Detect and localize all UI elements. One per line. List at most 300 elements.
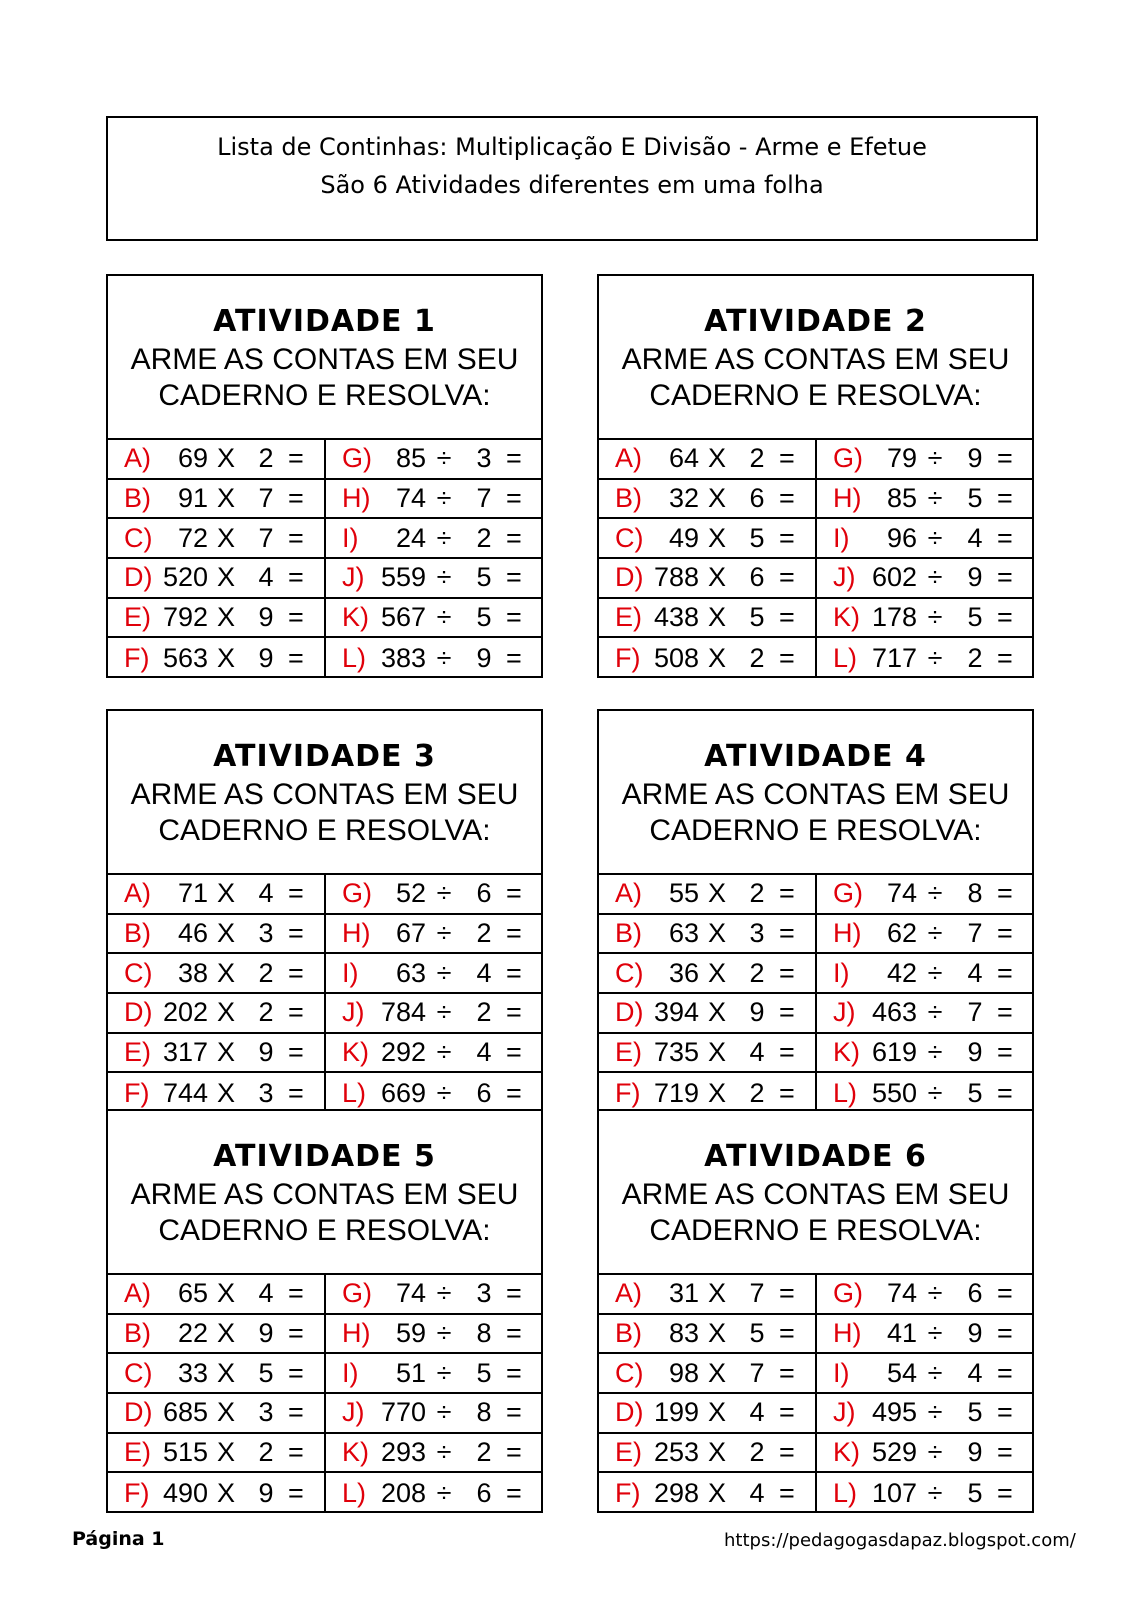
exercise-operand-b: 3 — [258, 917, 274, 948]
exercise-item — [599, 1354, 817, 1394]
exercise-operator: X — [707, 1436, 726, 1467]
exercise-item — [817, 638, 1032, 678]
exercise-label: C) — [124, 1357, 153, 1388]
exercise-item — [326, 875, 541, 915]
exercise-operand-a: 71 — [177, 878, 208, 909]
exercise-item — [326, 994, 541, 1034]
exercise-operand-a: 24 — [395, 522, 426, 553]
exercise-operator: ÷ — [927, 1477, 943, 1508]
exercise-item — [817, 1275, 1032, 1315]
exercise-label: E) — [124, 1036, 151, 1067]
exercise-operator: X — [707, 1077, 726, 1108]
exercise-operand-b: 2 — [967, 642, 983, 673]
activity-instruction-line1: ARME AS CONTAS EM SEU — [621, 343, 1010, 376]
exercise-label: J) — [342, 1397, 365, 1428]
exercise-grid — [108, 875, 541, 1113]
exercise-operand-b: 8 — [476, 1397, 492, 1428]
exercise-operand-a: 602 — [871, 562, 917, 593]
exercise-operator: X — [216, 1278, 235, 1309]
exercise-operand-a: 685 — [162, 1397, 208, 1428]
exercise-operand-a: 63 — [668, 917, 699, 948]
exercise-operand-b: 5 — [476, 1357, 492, 1388]
header-subtitle: São 6 Atividades diferentes em uma folha — [320, 171, 824, 199]
activity-title: ATIVIDADE 1 — [213, 304, 436, 339]
exercise-label: I) — [833, 522, 850, 553]
exercise-equals: = — [506, 1036, 522, 1067]
header-title: Lista de Continhas: Multiplicação E Divisão - Arme e Efetue — [217, 133, 927, 161]
header-box — [106, 116, 1038, 241]
exercise-operand-a: 107 — [871, 1477, 917, 1508]
exercise-operator: ÷ — [927, 1036, 943, 1067]
exercise-operator: ÷ — [927, 997, 943, 1028]
exercise-operand-b: 3 — [749, 917, 765, 948]
exercise-operator: X — [707, 642, 726, 673]
exercise-equals: = — [506, 1077, 522, 1108]
exercise-equals: = — [288, 1357, 304, 1388]
exercise-equals: = — [997, 522, 1013, 553]
exercise-operand-b: 2 — [258, 443, 274, 474]
exercise-operand-b: 9 — [749, 997, 765, 1028]
exercise-operator: ÷ — [927, 1077, 943, 1108]
exercise-item — [326, 519, 541, 559]
exercise-operand-a: 495 — [871, 1397, 917, 1428]
exercise-equals: = — [288, 642, 304, 673]
exercise-operand-b: 2 — [258, 957, 274, 988]
exercise-operator: ÷ — [927, 1436, 943, 1467]
exercise-item — [326, 440, 541, 480]
exercise-operand-b: 6 — [476, 878, 492, 909]
exercise-operand-a: 67 — [395, 917, 426, 948]
exercise-item — [599, 559, 817, 599]
exercise-label: H) — [833, 1317, 862, 1348]
exercise-item — [599, 599, 817, 639]
exercise-operand-a: 208 — [380, 1477, 426, 1508]
exercise-equals: = — [506, 601, 522, 632]
exercise-equals: = — [288, 997, 304, 1028]
exercise-operand-b: 2 — [258, 1436, 274, 1467]
exercise-operator: X — [216, 1036, 235, 1067]
exercise-equals: = — [506, 522, 522, 553]
exercise-label: L) — [833, 1477, 858, 1508]
exercise-equals: = — [779, 1317, 795, 1348]
exercise-label: A) — [124, 1278, 151, 1309]
exercise-item — [817, 1315, 1032, 1355]
exercise-operand-a: 490 — [162, 1477, 208, 1508]
exercise-item — [108, 1034, 326, 1074]
exercise-label: L) — [342, 1077, 367, 1108]
exercise-item — [326, 1275, 541, 1315]
footer-url: https://pedagogasdapaz.blogspot.com/ — [724, 1530, 1076, 1551]
exercise-operand-b: 5 — [476, 601, 492, 632]
exercise-label: B) — [615, 917, 642, 948]
exercise-operator: X — [216, 522, 235, 553]
exercise-label: C) — [615, 1357, 644, 1388]
exercise-operand-a: 74 — [886, 878, 917, 909]
exercise-operand-b: 9 — [967, 1317, 983, 1348]
exercise-operand-b: 5 — [476, 562, 492, 593]
exercise-equals: = — [288, 482, 304, 513]
exercise-label: K) — [342, 1036, 369, 1067]
exercise-item — [817, 559, 1032, 599]
exercise-item — [108, 875, 326, 915]
exercise-operand-a: 46 — [177, 917, 208, 948]
exercise-operator: X — [707, 957, 726, 988]
exercise-item — [599, 1073, 817, 1113]
exercise-label: A) — [615, 443, 642, 474]
exercise-operand-a: 529 — [871, 1436, 917, 1467]
exercise-item — [599, 915, 817, 955]
exercise-operand-b: 9 — [967, 1036, 983, 1067]
exercise-operand-a: 63 — [395, 957, 426, 988]
exercise-operand-b: 2 — [749, 1436, 765, 1467]
exercise-label: A) — [124, 443, 151, 474]
exercise-operand-b: 4 — [258, 562, 274, 593]
exercise-operator: ÷ — [436, 997, 452, 1028]
exercise-operator: ÷ — [436, 601, 452, 632]
exercise-item — [817, 1073, 1032, 1113]
exercise-label: B) — [124, 917, 151, 948]
exercise-equals: = — [779, 1036, 795, 1067]
exercise-operand-b: 4 — [749, 1397, 765, 1428]
exercise-label: F) — [124, 1077, 150, 1108]
activity-instruction-line1: ARME AS CONTAS EM SEU — [130, 1178, 519, 1211]
exercise-operand-a: 85 — [395, 443, 426, 474]
exercise-equals: = — [779, 1077, 795, 1108]
exercise-label: J) — [342, 997, 365, 1028]
exercise-operand-a: 744 — [162, 1077, 208, 1108]
exercise-operand-b: 5 — [967, 601, 983, 632]
activity-header — [108, 1111, 541, 1275]
exercise-operator: X — [216, 1357, 235, 1388]
exercise-operand-a: 49 — [668, 522, 699, 553]
exercise-operator: ÷ — [436, 1036, 452, 1067]
exercise-operator: X — [216, 443, 235, 474]
exercise-label: F) — [124, 1477, 150, 1508]
exercise-item — [599, 1315, 817, 1355]
exercise-operand-b: 3 — [476, 1278, 492, 1309]
exercise-equals: = — [288, 1317, 304, 1348]
exercise-label: G) — [833, 1278, 863, 1309]
exercise-operand-b: 9 — [258, 1317, 274, 1348]
exercise-label: C) — [615, 522, 644, 553]
exercise-operand-b: 9 — [967, 562, 983, 593]
exercise-operand-a: 438 — [653, 601, 699, 632]
exercise-equals: = — [506, 917, 522, 948]
exercise-operand-b: 7 — [967, 917, 983, 948]
exercise-equals: = — [779, 917, 795, 948]
exercise-item — [599, 440, 817, 480]
exercise-operator: X — [216, 1397, 235, 1428]
activity-instruction-line2: CADERNO E RESOLVA: — [649, 814, 982, 847]
exercise-item — [108, 954, 326, 994]
exercise-operator: ÷ — [436, 1317, 452, 1348]
exercise-label: D) — [124, 562, 153, 593]
exercise-operator: ÷ — [927, 601, 943, 632]
exercise-label: G) — [833, 878, 863, 909]
exercise-operand-a: 65 — [177, 1278, 208, 1309]
exercise-equals: = — [779, 562, 795, 593]
exercise-equals: = — [779, 522, 795, 553]
exercise-item — [108, 994, 326, 1034]
exercise-operand-a: 51 — [395, 1357, 426, 1388]
exercise-operand-a: 563 — [162, 642, 208, 673]
exercise-label: F) — [124, 642, 150, 673]
exercise-grid — [108, 440, 541, 678]
exercise-label: E) — [615, 1436, 642, 1467]
exercise-operand-b: 2 — [749, 642, 765, 673]
exercise-item — [326, 1394, 541, 1434]
exercise-operator: X — [216, 997, 235, 1028]
exercise-operator: ÷ — [927, 1397, 943, 1428]
exercise-equals: = — [506, 997, 522, 1028]
page-number: Página 1 — [72, 1528, 165, 1550]
exercise-operand-a: 54 — [886, 1357, 917, 1388]
exercise-operator: ÷ — [436, 1397, 452, 1428]
exercise-item — [326, 559, 541, 599]
exercise-item — [108, 1394, 326, 1434]
exercise-operator: X — [707, 562, 726, 593]
exercise-operand-b: 4 — [749, 1477, 765, 1508]
exercise-operator: X — [707, 1278, 726, 1309]
exercise-label: I) — [342, 522, 359, 553]
exercise-label: K) — [833, 1436, 860, 1467]
exercise-operand-b: 2 — [476, 997, 492, 1028]
exercise-label: E) — [615, 1036, 642, 1067]
exercise-operand-b: 2 — [749, 1077, 765, 1108]
exercise-item — [817, 915, 1032, 955]
exercise-operator: ÷ — [436, 482, 452, 513]
exercise-item — [108, 638, 326, 678]
exercise-item — [326, 1315, 541, 1355]
exercise-operand-b: 7 — [749, 1278, 765, 1309]
exercise-label: L) — [342, 642, 367, 673]
exercise-item — [108, 599, 326, 639]
exercise-operand-a: 42 — [886, 957, 917, 988]
exercise-operand-a: 784 — [380, 997, 426, 1028]
exercise-equals: = — [506, 642, 522, 673]
exercise-operand-b: 4 — [749, 1036, 765, 1067]
exercise-operand-b: 9 — [258, 601, 274, 632]
activity-instruction-line2: CADERNO E RESOLVA: — [158, 1214, 491, 1247]
exercise-operand-a: 792 — [162, 601, 208, 632]
exercise-operand-a: 298 — [653, 1477, 699, 1508]
exercise-label: J) — [833, 1397, 856, 1428]
exercise-operator: X — [216, 917, 235, 948]
exercise-operator: ÷ — [927, 1317, 943, 1348]
exercise-label: B) — [124, 1317, 151, 1348]
exercise-operand-a: 74 — [395, 1278, 426, 1309]
exercise-equals: = — [997, 1477, 1013, 1508]
exercise-operand-b: 9 — [258, 1477, 274, 1508]
exercise-operand-a: 394 — [653, 997, 699, 1028]
exercise-equals: = — [997, 482, 1013, 513]
exercise-label: H) — [833, 482, 862, 513]
exercise-item — [817, 1034, 1032, 1074]
exercise-equals: = — [506, 1317, 522, 1348]
exercise-operand-b: 9 — [967, 1436, 983, 1467]
exercise-operand-a: 36 — [668, 957, 699, 988]
exercise-equals: = — [779, 957, 795, 988]
exercise-item — [326, 480, 541, 520]
exercise-label: G) — [833, 443, 863, 474]
exercise-operand-a: 788 — [653, 562, 699, 593]
exercise-operand-b: 8 — [967, 878, 983, 909]
exercise-label: H) — [833, 917, 862, 948]
exercise-grid — [599, 1275, 1032, 1513]
exercise-item — [326, 599, 541, 639]
exercise-operand-a: 22 — [177, 1317, 208, 1348]
exercise-operand-a: 383 — [380, 642, 426, 673]
exercise-equals: = — [288, 1077, 304, 1108]
exercise-item — [599, 1034, 817, 1074]
exercise-operator: ÷ — [927, 957, 943, 988]
exercise-item — [817, 480, 1032, 520]
exercise-operand-b: 5 — [749, 522, 765, 553]
exercise-label: I) — [833, 957, 850, 988]
exercise-equals: = — [997, 1077, 1013, 1108]
exercise-operator: X — [216, 1436, 235, 1467]
activity-header — [599, 276, 1032, 440]
exercise-label: G) — [342, 1278, 372, 1309]
exercise-operand-b: 9 — [476, 642, 492, 673]
exercise-equals: = — [779, 443, 795, 474]
exercise-operand-a: 91 — [177, 482, 208, 513]
exercise-operator: X — [707, 1036, 726, 1067]
exercise-operand-a: 64 — [668, 443, 699, 474]
exercise-operand-b: 7 — [749, 1357, 765, 1388]
exercise-item — [108, 1315, 326, 1355]
exercise-operand-a: 69 — [177, 443, 208, 474]
exercise-operator: ÷ — [436, 1278, 452, 1309]
exercise-operand-a: 31 — [668, 1278, 699, 1309]
exercise-label: E) — [124, 1436, 151, 1467]
exercise-label: I) — [342, 1357, 359, 1388]
exercise-equals: = — [288, 601, 304, 632]
exercise-operand-b: 6 — [967, 1278, 983, 1309]
exercise-operand-a: 62 — [886, 917, 917, 948]
exercise-operator: X — [216, 878, 235, 909]
exercise-equals: = — [997, 997, 1013, 1028]
exercise-item — [326, 1354, 541, 1394]
exercise-label: A) — [124, 878, 151, 909]
exercise-operand-b: 6 — [476, 1077, 492, 1108]
exercise-item — [108, 559, 326, 599]
exercise-item — [108, 1434, 326, 1474]
exercise-operand-a: 41 — [886, 1317, 917, 1348]
exercise-operator: ÷ — [436, 562, 452, 593]
exercise-operand-a: 72 — [177, 522, 208, 553]
exercise-label: A) — [615, 1278, 642, 1309]
exercise-operand-b: 3 — [476, 443, 492, 474]
exercise-operand-b: 5 — [967, 1077, 983, 1108]
exercise-operand-b: 2 — [749, 443, 765, 474]
exercise-equals: = — [997, 1436, 1013, 1467]
exercise-item — [817, 1473, 1032, 1513]
exercise-item — [817, 954, 1032, 994]
exercise-operand-b: 2 — [476, 1436, 492, 1467]
exercise-label: G) — [342, 443, 372, 474]
activity-title: ATIVIDADE 2 — [704, 304, 927, 339]
exercise-operand-a: 202 — [162, 997, 208, 1028]
exercise-label: K) — [342, 1436, 369, 1467]
exercise-item — [599, 519, 817, 559]
exercise-item — [599, 954, 817, 994]
exercise-operator: ÷ — [927, 1357, 943, 1388]
exercise-label: F) — [615, 1477, 641, 1508]
exercise-operand-b: 4 — [967, 522, 983, 553]
exercise-item — [599, 638, 817, 678]
exercise-operand-a: 199 — [653, 1397, 699, 1428]
exercise-equals: = — [506, 1436, 522, 1467]
activity-header — [599, 711, 1032, 875]
exercise-operand-a: 253 — [653, 1436, 699, 1467]
exercise-operator: ÷ — [927, 642, 943, 673]
activity-title: ATIVIDADE 4 — [704, 739, 927, 774]
exercise-equals: = — [779, 878, 795, 909]
exercise-operator: ÷ — [927, 1278, 943, 1309]
activity-card-2 — [597, 274, 1034, 678]
exercise-equals: = — [506, 1397, 522, 1428]
exercise-operand-a: 38 — [177, 957, 208, 988]
activity-instruction-line2: CADERNO E RESOLVA: — [158, 379, 491, 412]
exercise-operand-a: 52 — [395, 878, 426, 909]
exercise-operator: ÷ — [436, 878, 452, 909]
exercise-operand-b: 8 — [476, 1317, 492, 1348]
exercise-operand-b: 7 — [258, 482, 274, 513]
exercise-label: K) — [342, 601, 369, 632]
exercise-equals: = — [288, 878, 304, 909]
exercise-equals: = — [506, 878, 522, 909]
exercise-operator: ÷ — [927, 522, 943, 553]
exercise-label: K) — [833, 601, 860, 632]
exercise-operand-a: 550 — [871, 1077, 917, 1108]
exercise-equals: = — [779, 642, 795, 673]
exercise-label: L) — [342, 1477, 367, 1508]
exercise-label: J) — [833, 562, 856, 593]
exercise-equals: = — [506, 443, 522, 474]
exercise-item — [108, 1275, 326, 1315]
exercise-operator: X — [216, 1477, 235, 1508]
exercise-operand-a: 79 — [886, 443, 917, 474]
exercise-operand-b: 5 — [258, 1357, 274, 1388]
exercise-operand-a: 293 — [380, 1436, 426, 1467]
exercise-operand-b: 2 — [476, 522, 492, 553]
exercise-equals: = — [997, 1397, 1013, 1428]
activity-header — [108, 711, 541, 875]
exercise-operator: X — [707, 1357, 726, 1388]
exercise-equals: = — [997, 1317, 1013, 1348]
exercise-item — [817, 875, 1032, 915]
exercise-operand-b: 2 — [476, 917, 492, 948]
exercise-label: E) — [124, 601, 151, 632]
exercise-equals: = — [997, 878, 1013, 909]
exercise-equals: = — [779, 1477, 795, 1508]
exercise-operand-a: 735 — [653, 1036, 699, 1067]
exercise-equals: = — [506, 1278, 522, 1309]
exercise-operator: ÷ — [436, 1357, 452, 1388]
exercise-equals: = — [997, 601, 1013, 632]
exercise-equals: = — [997, 1357, 1013, 1388]
activity-card-6 — [597, 1109, 1034, 1513]
exercise-equals: = — [997, 1036, 1013, 1067]
activity-instruction-line2: CADERNO E RESOLVA: — [649, 379, 982, 412]
exercise-operand-b: 2 — [749, 957, 765, 988]
exercise-item — [599, 1434, 817, 1474]
exercise-equals: = — [288, 1436, 304, 1467]
exercise-operator: X — [707, 878, 726, 909]
exercise-item — [599, 875, 817, 915]
exercise-equals: = — [779, 997, 795, 1028]
